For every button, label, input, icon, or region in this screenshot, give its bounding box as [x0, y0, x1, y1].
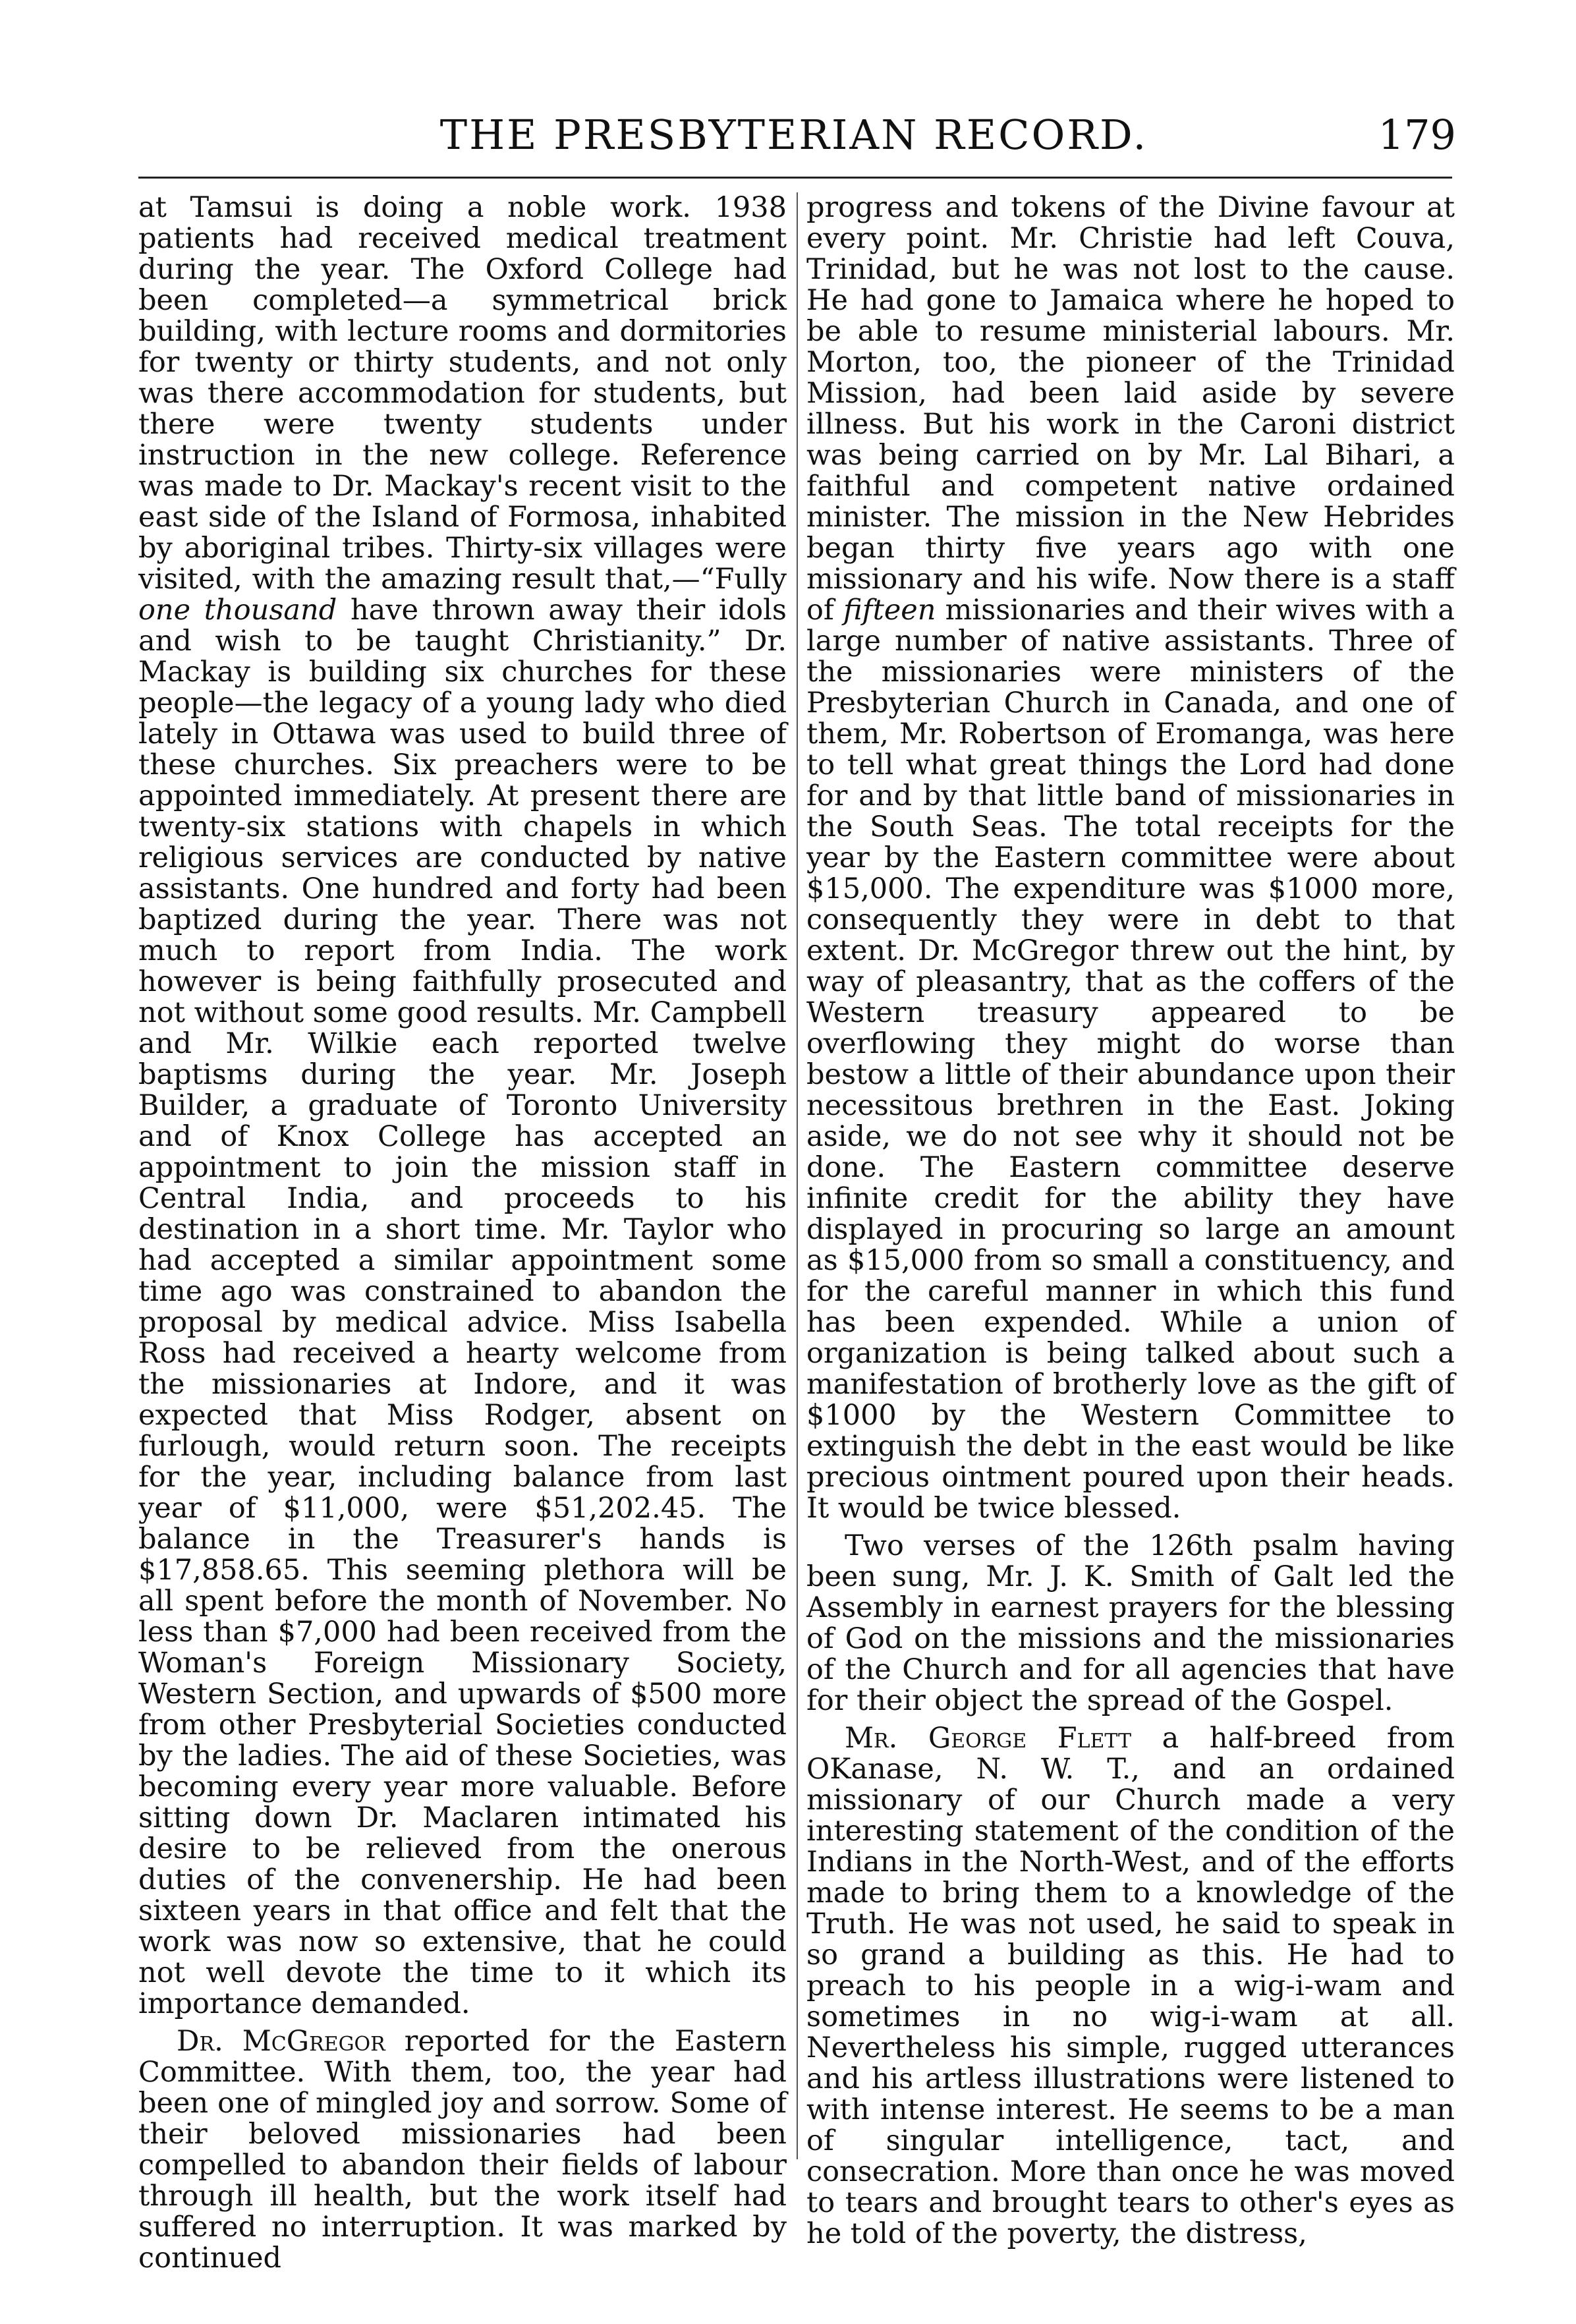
header-rule	[138, 177, 1452, 179]
paragraph-text: a half-breed from OKanase, N. W. T., and an ordained missionary of our Church made a very interesting statement of the condition of the Indians in the North-West, and of the efforts made to bring them to a knowledge of the Truth. He was not used, he said to speak in so grand a building as this. He had to preach to his people in a wig-i-wam and sometimes in no wig-i-wam at all. Nevertheless his simple, rugged utterances and his artless illustrations were listened to with intense interest. He seems to be a man of singular intelligence, tact, and consecration. More than once he was moved to tears and brought tears to other's eyes as he told of the poverty, the distress,	[806, 1722, 1455, 2250]
paragraph-text: at Tamsui is doing a noble work. 1938 patients had received medical treatment during the year. The Oxford College had been completed—a symmetrical brick building, with lecture rooms and dormitories for twenty or thirty students, and not only was there accommodation for students, but there were twenty students under instruction in the new college. Reference was made to Dr. Mackay's recent visit to the east side of the Island of Formosa, inhabited by aboriginal tribes. Thirty-six villages were visited, with the amazing result that,—“Fully	[138, 191, 787, 596]
page-header	[132, 111, 1456, 170]
paragraph-text: reported for the Eastern Committee. With them, too, the year had been one of mingled joy and sorrow. Some of their beloved missionaries had been compelled to abandon their fields of labour through ill health, but the work itself had suffered no interruption. It was marked by continued	[138, 2025, 787, 2275]
paragraph-george-flett	[806, 1723, 1455, 2250]
paragraph-psalm-prayer: Two verses of the 126th psalm having been sung, Mr. J. K. Smith of Galt led the Assembly in earnest prayers for the blessing of God on the missions and the missionaries of the Church and for all agencies that have for their object the spread of the Gospel.	[806, 1529, 1455, 1717]
right-column	[806, 192, 1455, 2256]
column-divider	[797, 192, 798, 2159]
paragraph-text: missionaries and their wives with a large number of native assistants. Three of the missionaries were ministers of the Presbyterian Church in Canada, and one of them, Mr. Robertson of Eromanga, was here to tell what great things the Lord had done for and by that little band of missionaries in the South Seas. The total receipts for the year by the Eastern committee were about $15,000. The expenditure was $1000 more, consequently they were in debt to that extent. Dr. McGregor threw out the hint, by way of pleasantry, that as the coffers of the Western treasury appeared to be overflowing they might do worse than bestow a little of their abundance upon their necessitous brethren in the East. Joking aside, we do not see why it should not be done. The Eastern committee deserve infinite credit for the ability they have displayed in procuring so large an amount as $15,000 from so small a constituency, and for the careful manner in which this fund has been expended. While a union of organization is being talked about such a manifestation of brotherly love as the gift of $1000 by the Western Committee to extinguish the debt in the east would be like precious ointment poured upon their heads. It would be twice blessed.	[806, 594, 1455, 1525]
paragraph-eastern-committee	[138, 2026, 787, 2274]
paragraph-text: progress and tokens of the Divine favour at every point. Mr. Christie had left Couva, Trinidad, but he was not lost to the cause. He had gone to Jamaica where he hoped to be able to resume ministerial labours. Mr. Morton, too, the pioneer of the Trinidad Mission, had been laid aside by severe illness. But his work in the Caroni district was being carried on by Mr. Lal Bihari, a faithful and competent native ordained minister. The mission in the New Hebrides began thirty five years ago with one missionary and his wife. Now there is a staff of	[806, 191, 1455, 627]
emphasis-text: one thousand	[138, 594, 337, 627]
paragraph-formosa-report	[138, 192, 787, 2020]
speaker-name: Mr. George Flett	[845, 1722, 1131, 1755]
paragraph-eastern-progress	[806, 192, 1455, 1524]
paragraph-text: have thrown away their idols and wish to be taught Christianity.” Dr. Mackay is building six churches for these people—the legacy of a young lady who died lately in Ottawa was used to build three of these churches. Six preachers were to be appointed immediately. At present there are twenty-six stations with chapels in which religious services are conducted by native assistants. One hundred and forty had been baptized during the year. There was not much to report from India. The work however is being faithfully prosecuted and not without some good results. Mr. Campbell and Mr. Wilkie each reported twelve baptisms during the year. Mr. Joseph Builder, a graduate of Toronto University and of Knox College has accepted an appointment to join the mission staff in Central India, and proceeds to his destination in a short time. Mr. Taylor who had accepted a similar appointment some time ago was constrained to abandon the proposal by medical advice. Miss Isabella Ross had received a hearty welcome from the missionaries at Indore, and it was expected that Miss Rodger, absent on furlough, would return soon. The receipts for the year, including balance from last year of $11,000, were $51,202.45. The balance in the Treasurer's hands is $17,858.65. This seeming plethora will be all spent before the month of November. No less than $7,000 had been received from the Woman's Foreign Missionary Society, Western Section, and upwards of $500 more from other Presbyterial Societies conducted by the ladies. The aid of these Societies, was becoming every year more valuable. Before sitting down Dr. Maclaren intimated his desire to be relieved from the onerous duties of the convenership. He had been sixteen years in that office and felt that the work was now so extensive, that he could not well devote the time to it which its importance demanded.	[138, 594, 787, 2020]
speaker-name: Dr. McGregor	[177, 2025, 385, 2058]
emphasis-text: fifteen	[843, 594, 936, 627]
publication-title: THE PRESBYTERIAN RECORD.	[439, 111, 1148, 159]
left-column	[138, 192, 787, 2281]
page-number: 179	[1378, 111, 1456, 159]
